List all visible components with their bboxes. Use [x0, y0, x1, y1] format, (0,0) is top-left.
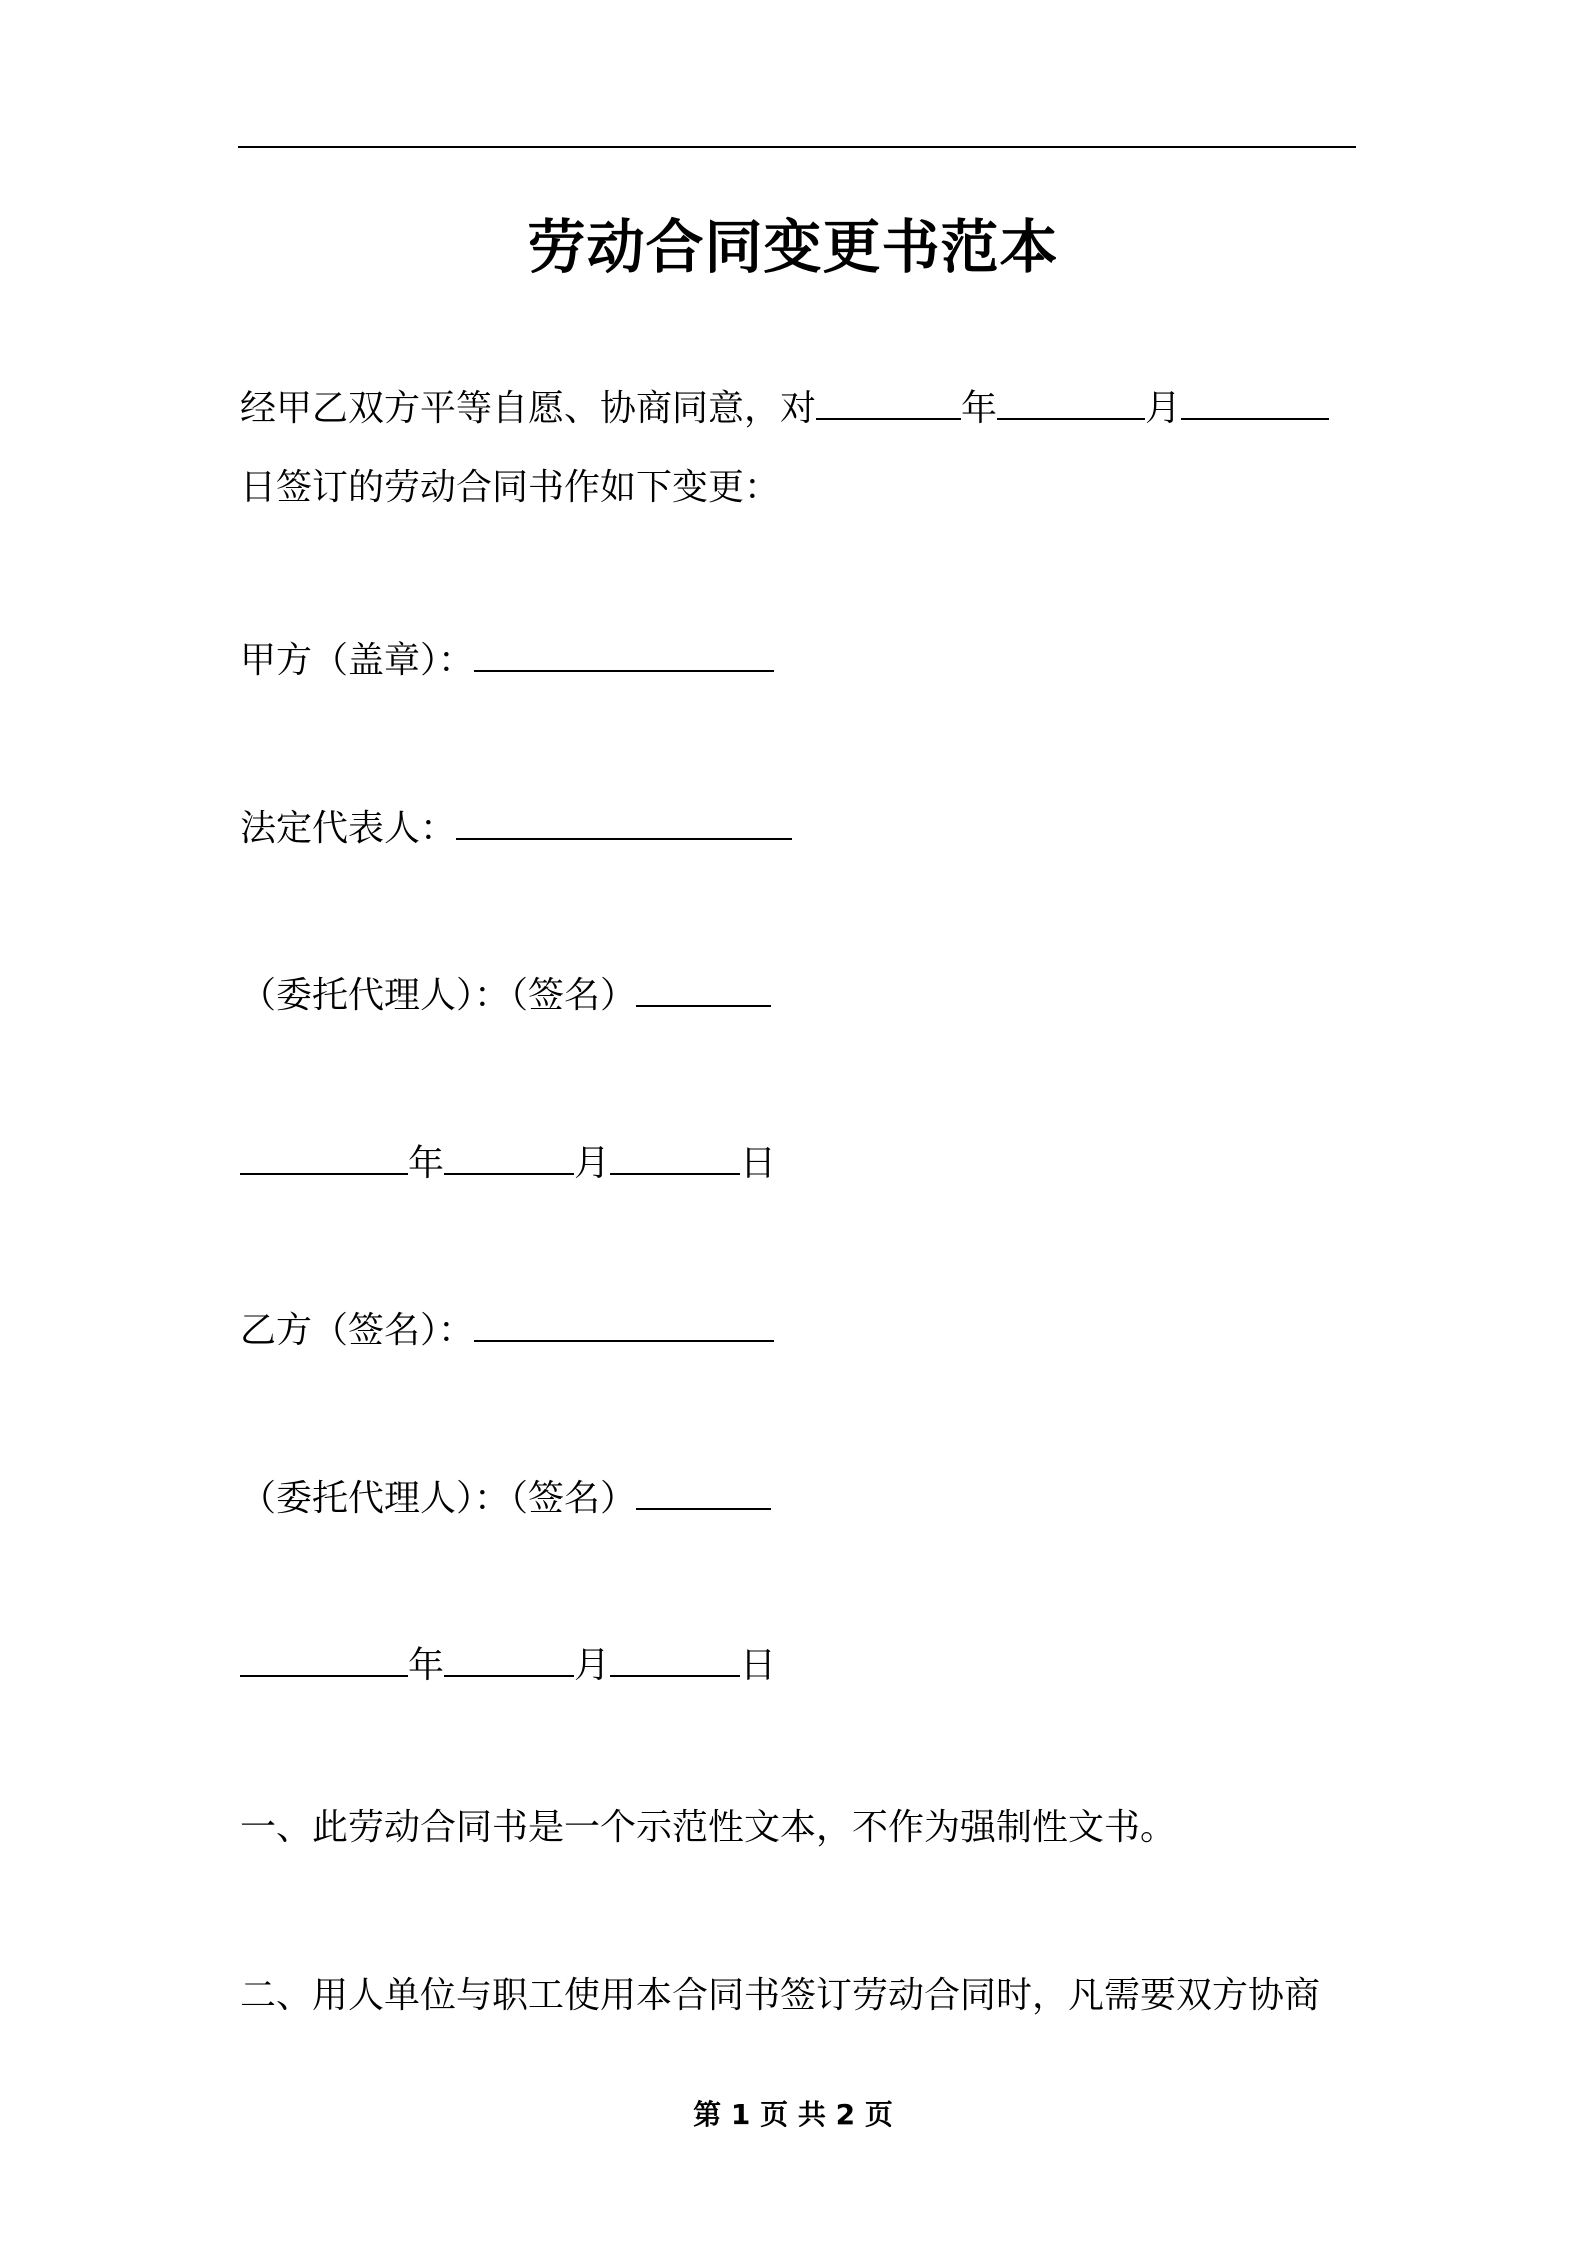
legal-rep-label: 法定代表人：: [240, 808, 457, 849]
note-1: 一、此劳动合同书是一个示范性文本，不作为强制性文书。: [240, 1807, 1177, 1848]
intro-line-1: [240, 380, 1329, 433]
party-b-day-blank[interactable]: [610, 1637, 740, 1677]
month-label: 月: [1145, 388, 1182, 429]
year-blank[interactable]: [816, 380, 961, 420]
party-a-month-label: 月: [574, 1143, 611, 1184]
party-a-year-label: 年: [408, 1143, 445, 1184]
party-a-agent-label: （委托代理人）：（签名）: [240, 975, 637, 1016]
party-b-month-label: 月: [574, 1645, 611, 1686]
party-b-agent-label: （委托代理人）：（签名）: [240, 1478, 637, 1519]
intro-line-2: 日签订的劳动合同书作如下变更：: [240, 467, 781, 508]
note-2: 二、用人单位与职工使用本合同书签订劳动合同时，凡需要双方协商: [240, 1975, 1321, 2016]
party-a-seal-line: [240, 632, 774, 685]
party-a-day-label: 日: [740, 1143, 777, 1184]
party-b-year-label: 年: [408, 1645, 445, 1686]
party-a-seal-label: 甲方（盖章）：: [240, 640, 475, 681]
day-blank[interactable]: [1181, 380, 1329, 420]
header-rule: [238, 146, 1356, 148]
party-b-sign-field[interactable]: [474, 1302, 774, 1342]
party-b-agent-field[interactable]: [636, 1470, 771, 1510]
month-blank[interactable]: [997, 380, 1145, 420]
party-a-day-blank[interactable]: [610, 1135, 740, 1175]
party-a-year-blank[interactable]: [240, 1135, 408, 1175]
party-b-year-blank[interactable]: [240, 1637, 408, 1677]
intro-text: 经甲乙双方平等自愿、协商同意，对: [240, 388, 817, 429]
legal-rep-field[interactable]: [456, 800, 792, 840]
legal-rep-line: [240, 800, 792, 853]
party-b-day-label: 日: [740, 1645, 777, 1686]
page-footer: 第 1 页 共 2 页: [693, 2098, 893, 2131]
party-b-date-line: [240, 1637, 776, 1690]
party-b-agent-line: [240, 1470, 771, 1523]
party-a-seal-field[interactable]: [474, 632, 774, 672]
party-b-sign-label: 乙方（签名）：: [240, 1310, 475, 1351]
party-b-month-blank[interactable]: [444, 1637, 574, 1677]
year-label: 年: [961, 388, 998, 429]
party-a-month-blank[interactable]: [444, 1135, 574, 1175]
party-a-agent-line: [240, 967, 771, 1020]
party-a-date-line: [240, 1135, 776, 1188]
party-a-agent-field[interactable]: [636, 967, 771, 1007]
document-title: 劳动合同变更书范本: [527, 213, 1059, 281]
party-b-sign-line: [240, 1302, 774, 1355]
